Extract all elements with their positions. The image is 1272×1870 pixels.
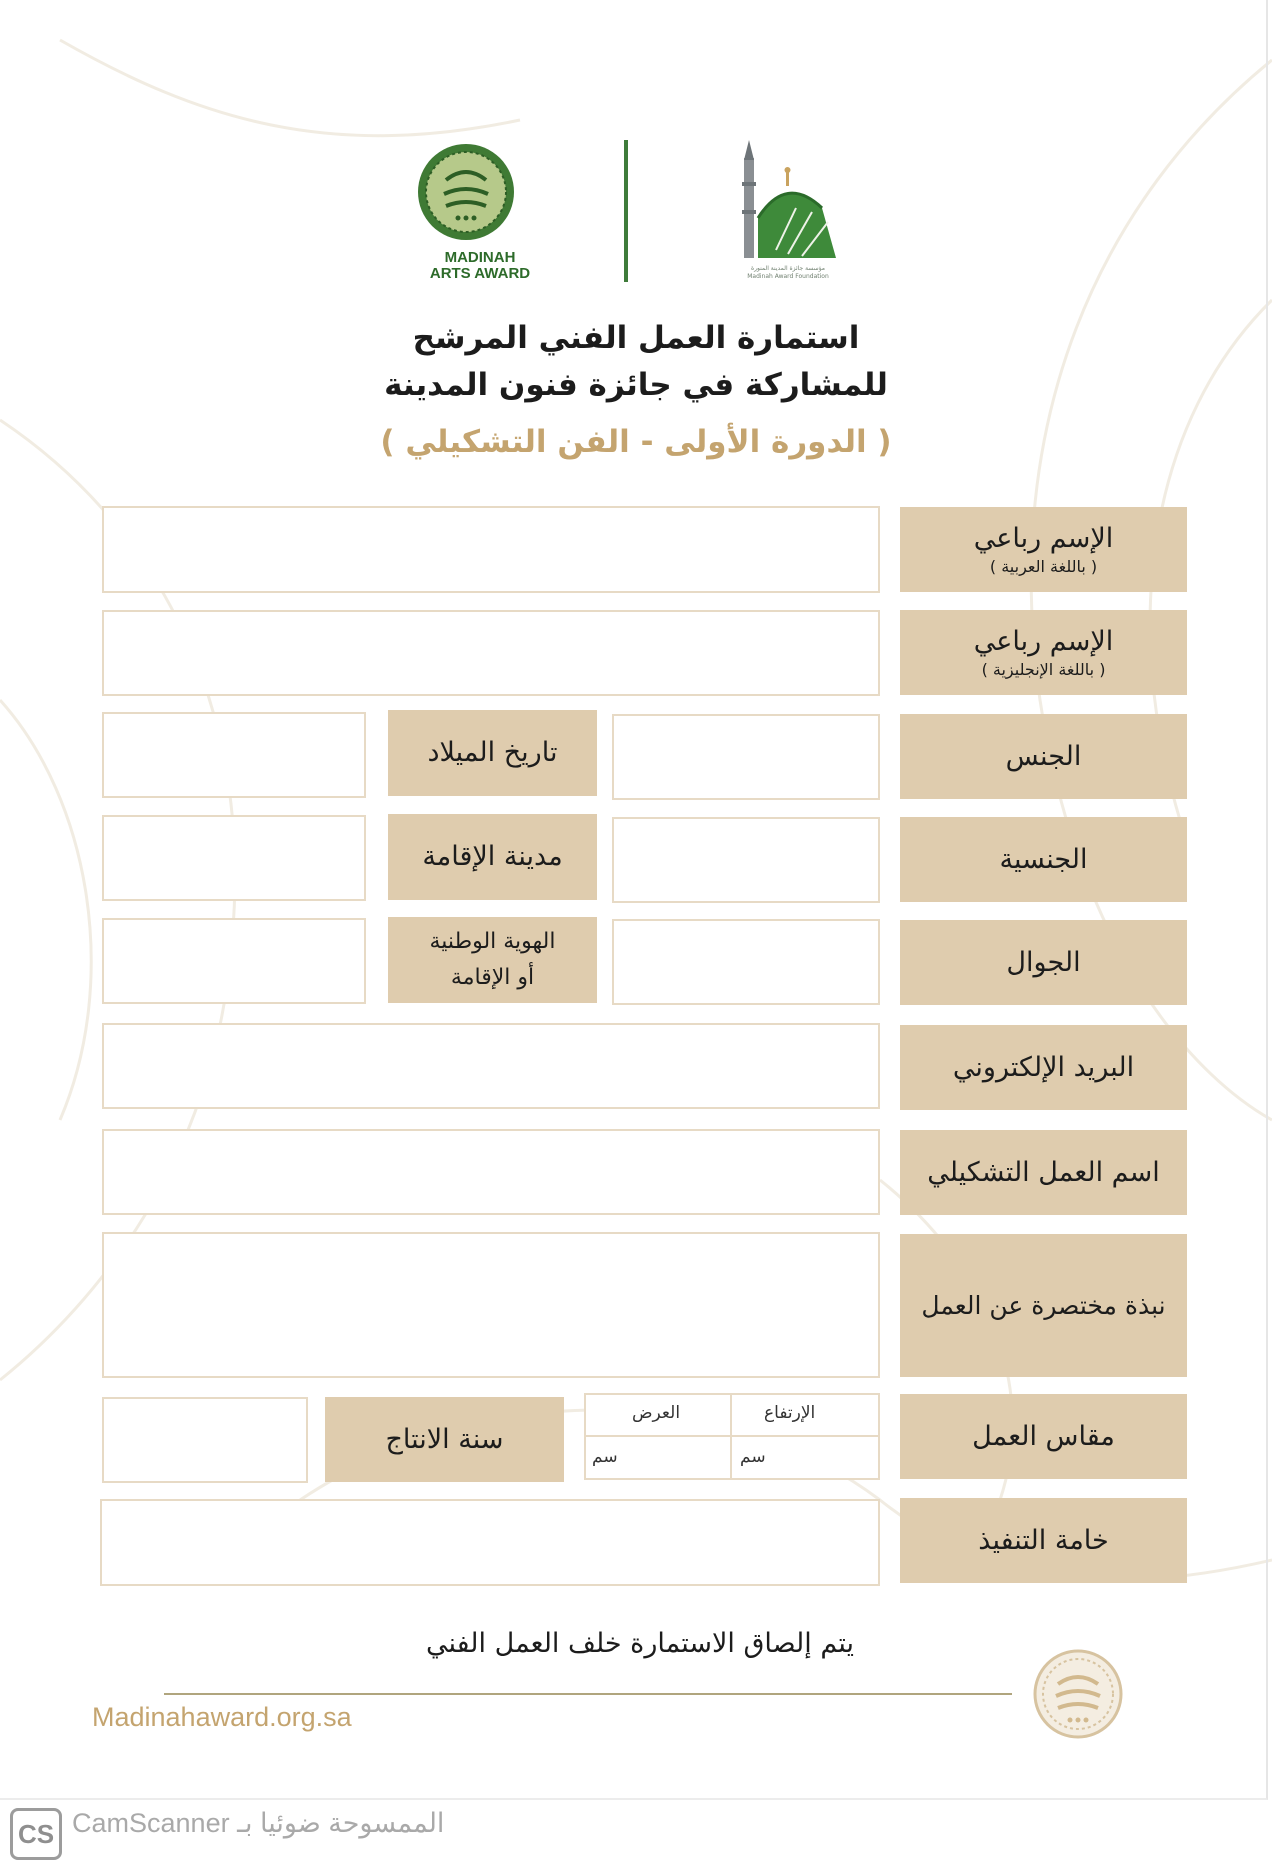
- label-nationality: الجنسية: [900, 817, 1187, 902]
- residence-city-field[interactable]: [102, 815, 366, 901]
- right-logo-caption: مؤسسة جائزة المدينة المنورة Madinah Award Foundation: [747, 265, 829, 280]
- footer-divider: [164, 1693, 1012, 1695]
- madinah-award-foundation-mosque-icon: [736, 138, 842, 264]
- height-unit: سم: [740, 1447, 766, 1467]
- email-field[interactable]: [102, 1023, 880, 1109]
- national-id-field[interactable]: [102, 918, 366, 1004]
- label-full-name-arabic: الإسم رباعي ( باللغة العربية ): [900, 507, 1187, 592]
- dimensions-width-label: العرض: [632, 1403, 681, 1423]
- website-link[interactable]: Madinahaward.org.sa: [92, 1702, 352, 1732]
- camscanner-watermark-text: CamScanner الممسوحة ضوئيا بـ: [72, 1808, 445, 1838]
- production-year-field[interactable]: [102, 1397, 308, 1483]
- nationality-field[interactable]: [612, 817, 880, 903]
- label-national-id: الهوية الوطنية أو الإقامة: [388, 917, 597, 1003]
- artwork-name-field[interactable]: [102, 1129, 880, 1215]
- material-field[interactable]: [100, 1499, 880, 1586]
- form-title-line1: استمارة العمل الفني المرشح: [412, 320, 860, 356]
- label-email: البريد الإلكتروني: [900, 1025, 1187, 1110]
- width-unit: سم: [592, 1447, 618, 1467]
- label-material: خامة التنفيذ: [900, 1498, 1187, 1583]
- label-artwork-name: اسم العمل التشكيلي: [900, 1130, 1187, 1215]
- dimensions-height-label: الإرتفاع: [764, 1403, 816, 1423]
- footer-seal-icon: [1032, 1648, 1124, 1740]
- logo-divider: [624, 140, 628, 282]
- label-full-name-english: الإسم رباعي ( باللغة الإنجليزية ): [900, 610, 1187, 695]
- mobile-field[interactable]: [612, 919, 880, 1005]
- label-birth-date: تاريخ الميلاد: [388, 710, 597, 796]
- label-production-year: سنة الانتاج: [325, 1397, 564, 1482]
- full-name-english-field[interactable]: [102, 610, 880, 696]
- birth-date-field[interactable]: [102, 712, 366, 798]
- label-mobile: الجوال: [900, 920, 1187, 1005]
- left-logo-name: MADINAH ARTS AWARD: [429, 249, 531, 282]
- camscanner-logo-icon: CS: [10, 1808, 62, 1860]
- full-name-arabic-field[interactable]: [102, 506, 880, 593]
- footer-note: يتم إلصاق الاستمارة خلف العمل الفني: [426, 1628, 854, 1659]
- form-title-line2: للمشاركة في جائزة فنون المدينة: [384, 367, 888, 403]
- label-artwork-brief: نبذة مختصرة عن العمل: [900, 1234, 1187, 1377]
- gender-field[interactable]: [612, 714, 880, 800]
- madinah-arts-award-seal-icon: [416, 142, 516, 242]
- label-residence-city: مدينة الإقامة: [388, 814, 597, 900]
- artwork-brief-field[interactable]: [102, 1232, 880, 1378]
- form-subtitle: ( الدورة الأولى - الفن التشكيلي ): [380, 424, 892, 460]
- dimensions-table: [584, 1393, 880, 1480]
- label-dimensions: مقاس العمل: [900, 1394, 1187, 1479]
- label-gender: الجنس: [900, 714, 1187, 799]
